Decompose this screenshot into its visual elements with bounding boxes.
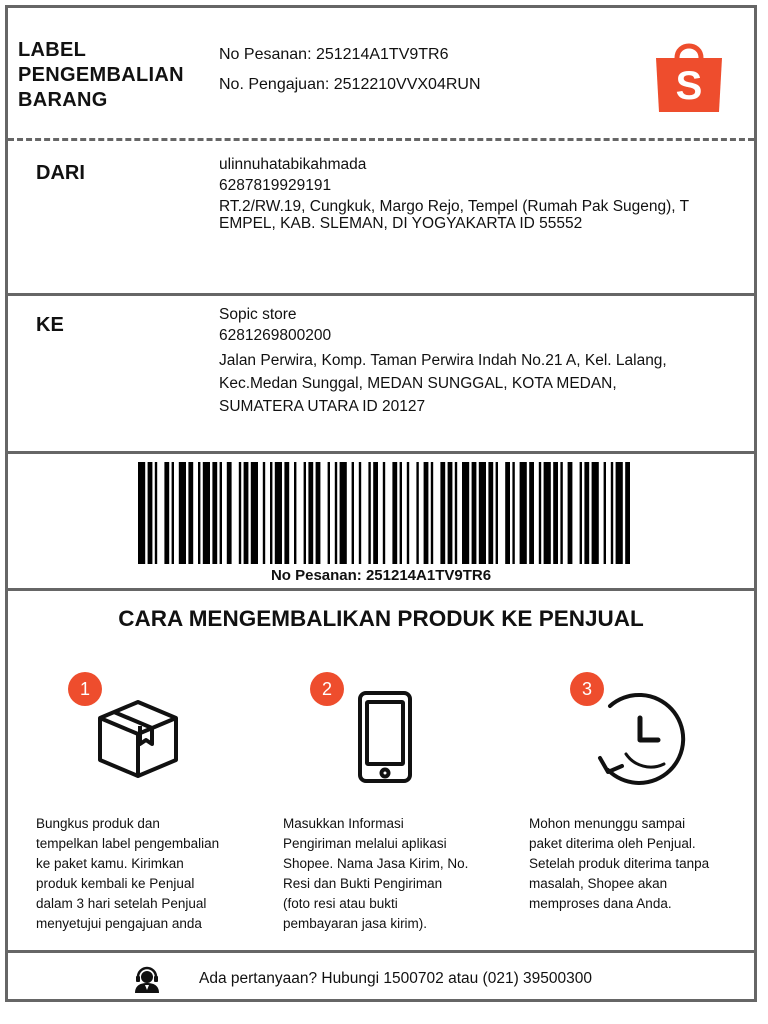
barcode-bar — [584, 462, 589, 564]
barcode-bar — [179, 462, 186, 564]
barcode-bar — [416, 462, 418, 564]
to-phone: 6281269800200 — [219, 327, 332, 344]
from-address: RT.2/RW.19, Cungkuk, Margo Rejo, Tempel (Rumah Pak Sugeng), T EMPEL, KAB. SLEMAN, DI YOGYAKARTA ID 55552 — [219, 198, 690, 232]
barcode-bar — [138, 462, 145, 564]
section-divider — [8, 588, 754, 591]
barcode-bar — [284, 462, 289, 564]
barcode-bar — [335, 462, 337, 564]
instructions-title: CARA MENGEMBALIKAN PRODUK KE PENJUAL — [118, 606, 644, 631]
barcode-bar — [520, 462, 527, 564]
barcode-bar — [611, 462, 613, 564]
section-divider — [8, 451, 754, 454]
step-3-badge: 3 — [570, 672, 604, 706]
barcode-bar — [198, 462, 200, 564]
box-icon — [96, 696, 180, 778]
barcode-bar — [479, 462, 486, 564]
barcode-bar — [392, 462, 397, 564]
barcode-bar — [148, 462, 153, 564]
barcode-bar — [539, 462, 541, 564]
help-contact-text: Ada pertanyaan? Hubungi 1500702 atau (021) 39500300 — [199, 970, 592, 987]
barcode-bar — [568, 462, 573, 564]
step-3-text: Mohon menunggu sampai paket diterima oleh Penjual. Setelah produk diterima tanpa masalah, Shopee akan memproses dana Anda. — [529, 816, 710, 911]
barcode-bar — [472, 462, 477, 564]
barcode-bar — [407, 462, 409, 564]
barcode-bar — [625, 462, 630, 564]
barcode-bar — [220, 462, 222, 564]
clock-history-icon — [586, 688, 690, 788]
barcode-bar — [616, 462, 623, 564]
barcode-bar — [488, 462, 493, 564]
barcode-bar — [340, 462, 347, 564]
return-label — [5, 5, 757, 1002]
barcode-bar — [592, 462, 599, 564]
barcode-bar — [553, 462, 558, 564]
barcode-bar — [188, 462, 193, 564]
barcode-bar — [244, 462, 249, 564]
barcode-bar — [251, 462, 258, 564]
barcode-bar — [263, 462, 265, 564]
barcode-bar — [424, 462, 429, 564]
svg-text:S: S — [675, 64, 703, 108]
barcode-bar — [383, 462, 385, 564]
barcode-bar — [359, 462, 361, 564]
barcode-bar — [560, 462, 562, 564]
smartphone-icon — [357, 690, 413, 784]
barcode-bar — [227, 462, 232, 564]
barcode-bar — [275, 462, 282, 564]
barcode-bar — [328, 462, 330, 564]
barcode-bar — [212, 462, 217, 564]
to-block — [219, 306, 667, 418]
barcode-bar — [239, 462, 241, 564]
barcode-bar — [455, 462, 457, 564]
barcode-caption: No Pesanan: 251214A1TV9TR6 — [270, 567, 492, 584]
from-name: ulinnuhatabikahmada — [219, 156, 367, 173]
to-name: Sopic store — [219, 306, 297, 323]
barcode-bar — [400, 462, 402, 564]
section-divider — [8, 950, 754, 953]
barcode-bar — [294, 462, 296, 564]
barcode-bar — [512, 462, 514, 564]
customer-service-icon — [133, 965, 161, 993]
from-phone: 6287819929191 — [219, 177, 332, 194]
section-divider — [8, 293, 754, 296]
barcode-bar — [505, 462, 510, 564]
step-2-text: Masukkan Informasi Pengiriman melalui aplikasi Shopee. Nama Jasa Kirim, No. Resi dan Bukti Pengiriman (foto resi atau bukti pembayaran jasa kirim). — [283, 816, 469, 931]
barcode-bar — [431, 462, 433, 564]
barcode-bar — [580, 462, 582, 564]
barcode-bar — [203, 462, 210, 564]
barcode-bar — [529, 462, 534, 564]
barcode-bar — [172, 462, 174, 564]
barcode-bar — [496, 462, 498, 564]
barcode-bar — [448, 462, 453, 564]
barcode — [138, 462, 630, 564]
order-number: No Pesanan: 251214A1TV9TR6 — [219, 46, 449, 63]
barcode-bar — [308, 462, 313, 564]
barcode-bar — [440, 462, 445, 564]
barcode-bar — [462, 462, 469, 564]
step-1-badge: 1 — [68, 672, 102, 706]
barcode-bar — [304, 462, 306, 564]
barcode-bar — [352, 462, 354, 564]
to-heading: KE — [36, 314, 64, 336]
to-address: Jalan Perwira, Komp. Taman Perwira Indah No.21 A, Kel. Lalang, Kec.Medan Sunggal, MEDAN SUNGGAL, KOTA MEDAN, SUMATERA UTARA ID 20127 — [219, 352, 667, 415]
barcode-bar — [604, 462, 606, 564]
dashed-divider — [8, 138, 754, 141]
from-block — [219, 156, 689, 232]
barcode-bar — [373, 462, 378, 564]
barcode-bar — [155, 462, 157, 564]
barcode-bar — [544, 462, 551, 564]
barcode-bar — [270, 462, 272, 564]
step-1-text: Bungkus produk dan tempelkan label pengembalian ke paket kamu. Kirimkan produk kembali ke Penjual dalam 3 hari setelah Penjual menyetujui pengajuan anda — [36, 816, 220, 931]
barcode-bar — [164, 462, 169, 564]
shopee-bag-icon — [653, 36, 725, 114]
step-2-badge: 2 — [310, 672, 344, 706]
barcode-bar — [316, 462, 321, 564]
from-heading: DARI — [36, 162, 85, 184]
label-title: LABEL PENGEMBALIAN BARANG — [18, 39, 184, 111]
barcode-bar — [368, 462, 370, 564]
request-number: No. Pengajuan: 2512210VVX04RUN — [219, 76, 481, 93]
